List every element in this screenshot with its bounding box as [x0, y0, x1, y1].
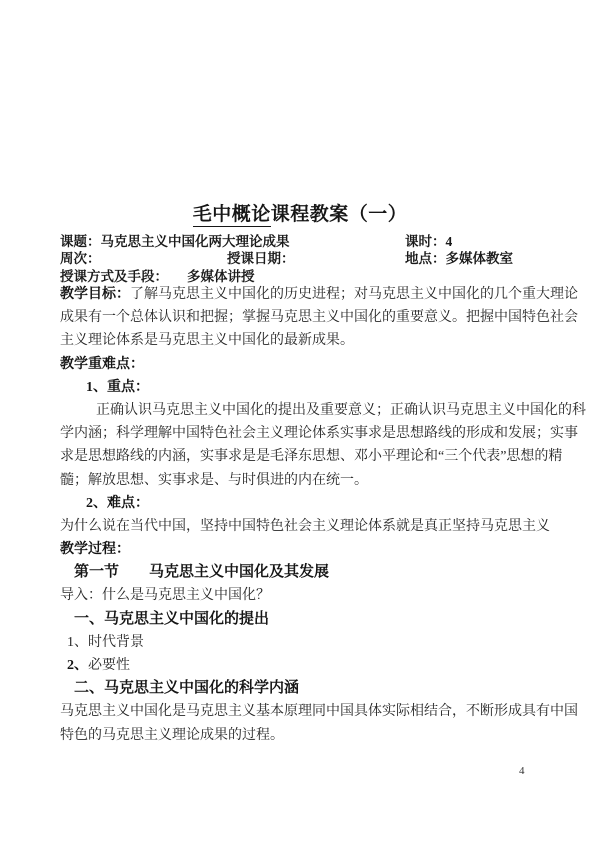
body-text-bold: 教学重难点：	[60, 356, 144, 372]
body-line	[60, 677, 544, 700]
body-text: 正确认识马克思主义中国化的提出及重要意义；正确认识马克思主义中国化的科	[96, 402, 586, 418]
teaching-method-value: 多媒体讲授	[187, 268, 255, 284]
body-line	[60, 283, 578, 306]
body-text-bold: 教学目标：	[60, 287, 130, 302]
body-text: 必要性	[88, 658, 130, 673]
body-line	[60, 631, 544, 654]
body-text: 成果有一个总体认识和把握；掌握马克思主义中国化的重要意义。把握中国特色社会	[60, 310, 578, 326]
page-title	[0, 199, 600, 226]
body-line	[60, 376, 544, 399]
body-line	[60, 608, 544, 631]
body-line	[60, 700, 578, 723]
body-text: 马克思主义中国化是马克思主义基本原理同中国具体实际相结合，不断形成具有中国	[60, 704, 578, 720]
body-text: 求是思想路线的内涵，实事求是是毛泽东思想、邓小平理论和“三个代表”思想的精	[60, 449, 563, 465]
course-topic-label: 课题：马克思主义中国化两大理论成果	[60, 234, 290, 249]
body-line	[60, 422, 578, 445]
body-line	[60, 329, 544, 352]
teaching-method-label: 授课方式及手段：	[60, 268, 168, 284]
body-text-bold: 1、重点：	[86, 379, 149, 395]
body-text: 导入：什么是马克思主义中国化？	[60, 588, 270, 604]
body-line	[60, 724, 544, 747]
week-label: 周次：	[60, 251, 101, 267]
page-title-underlined-part: 毛中概论	[192, 204, 271, 225]
body-text: 髓；解放思想、实事求是、与时俱进的内在统一。	[60, 472, 368, 488]
body-line	[60, 399, 586, 422]
page-title-rest: 课程教案（一）	[270, 204, 408, 225]
meta-row-2	[60, 250, 542, 267]
page-number: 4	[519, 765, 525, 777]
body-line	[60, 654, 544, 677]
body-text: 为什么说在当代中国，坚持中国特色社会主义理论体系就是真正坚持马克思主义	[60, 518, 550, 534]
body-line	[60, 492, 544, 515]
body-line	[60, 538, 544, 561]
body-text: 特色的马克思主义理论成果的过程。	[60, 727, 284, 743]
body-text-bold: 教学过程：	[60, 542, 130, 558]
meta-row-1	[60, 233, 542, 250]
teaching-date-label: 授课日期：	[227, 251, 295, 267]
lesson-meta	[60, 233, 542, 285]
body-text-bold: 2、	[67, 658, 88, 673]
body-line	[60, 561, 544, 584]
body-text-bold: 二、马克思主义中国化的科学内涵	[74, 680, 300, 697]
body-line	[60, 445, 563, 468]
body-text-bold: 2、难点：	[86, 495, 149, 511]
body-text: 学内涵；科学理解中国特色社会主义理论体系实事求是思想路线的形成和发展；实事	[60, 426, 578, 442]
body-line	[60, 469, 544, 492]
body-line	[60, 515, 550, 538]
class-hours-label: 课时：4	[405, 234, 453, 249]
body-line	[60, 353, 544, 376]
body-text: 1、时代背景	[67, 634, 144, 650]
location-label: 地点：多媒体教室	[405, 251, 513, 267]
body-text: 了解马克思主义中国化的历史进程；对马克思主义中国化的几个重大理论	[130, 287, 578, 302]
body-text-bold: 一、马克思主义中国化的提出	[74, 610, 270, 627]
body-line	[60, 584, 544, 607]
document-body	[60, 283, 586, 747]
body-text-bold: 第一节 马克思主义中国化及其发展	[74, 564, 330, 581]
body-text: 主义理论体系是马克思主义中国化的最新成果。	[60, 333, 354, 349]
body-line	[60, 306, 578, 329]
